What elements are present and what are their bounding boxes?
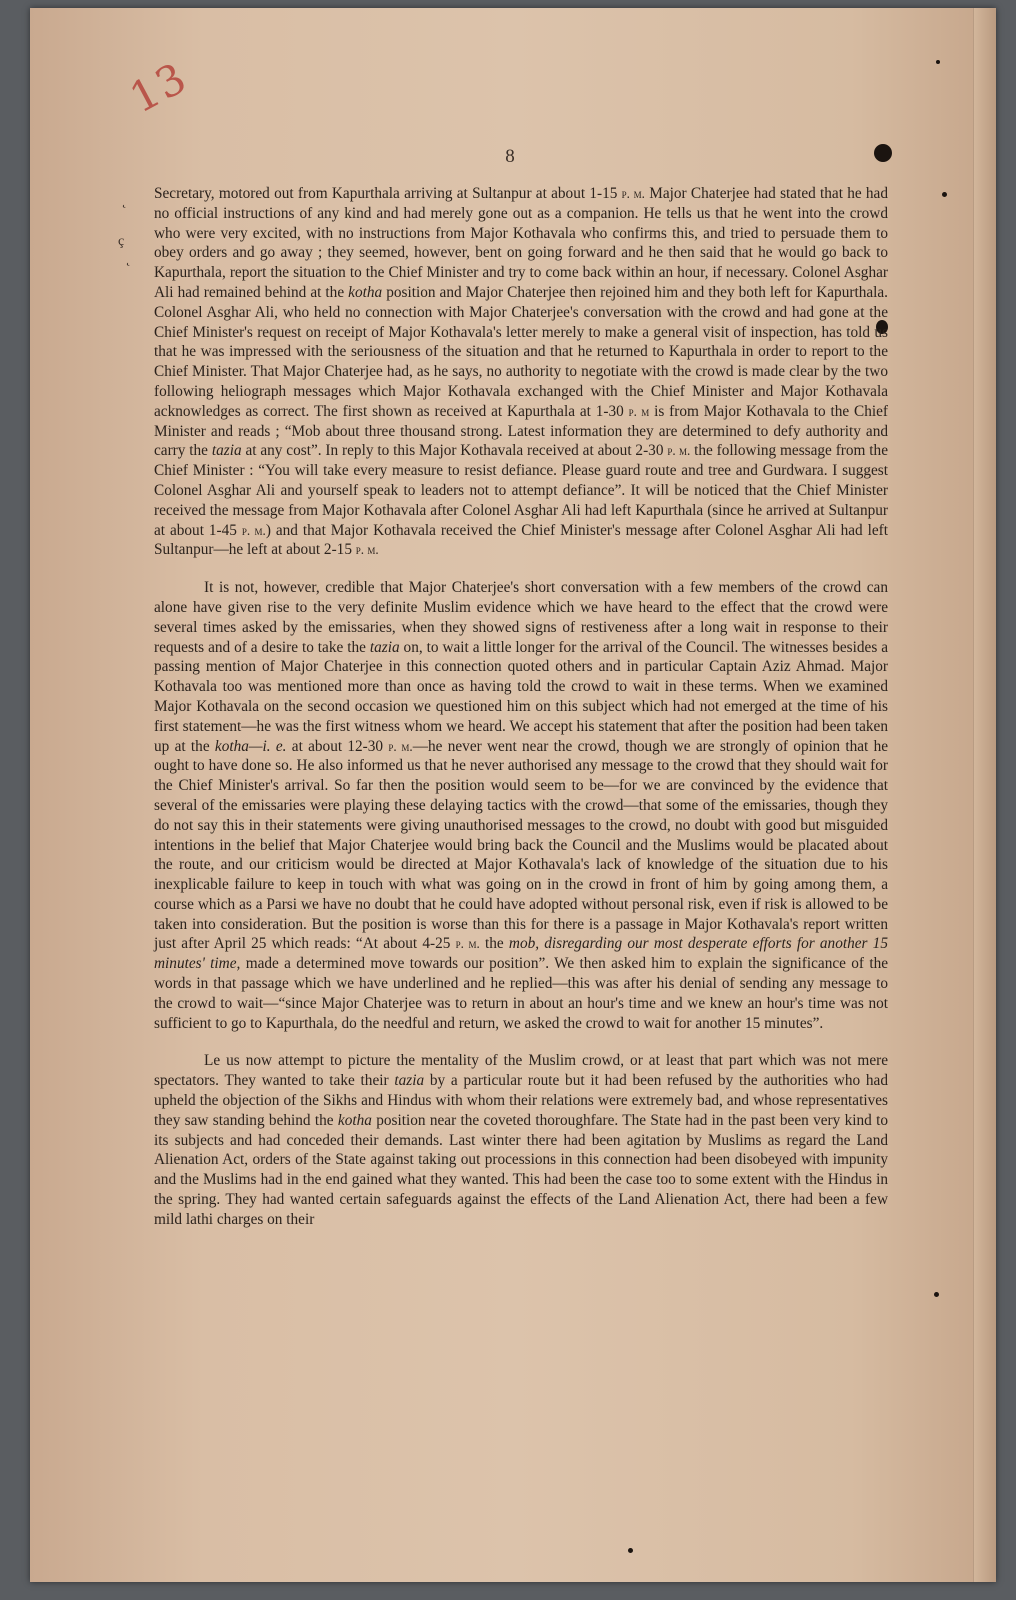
text-run: Le us now attempt to picture the mentality of the Muslim crowd, or at least that part which was not mere spectators. They wanted to take their	[154, 1052, 888, 1090]
punch-hole	[628, 1548, 633, 1553]
text-run: on, to wait a little longer for the arrival of the Council. The witnesses besides a passing mention of Major Chaterjee in this connection quoted others and in particular Captain Aziz Ahmad. Major Kothavala too was mentioned more than once as having told the crowd to wait in these terms. When we examined Major Kothavala on the second occasion we questioned him on this subject which had not emerged at the time of his first statement—he was the first witness whom we heard. We accept his statement that after the position had been taken up at the	[154, 638, 888, 755]
text-run: is from Major Kothavala to the Chief Minister and reads ; “Mob about three thousand strong. Latest information they are determined to defy authority and carry the	[154, 402, 888, 460]
italic-run: kotha	[337, 1111, 372, 1129]
punch-hole	[874, 144, 892, 162]
text-run: made a determined move towards our position”. We then asked him to explain the significance of the words in that passage which we have underlined and he replied—this was after his denial of sending any message to the crowd to wait—“since Major Chaterjee was to return in about an hour's time and we knew an hour's time was not sufficient to go to Kapurthala, do the needful and return, we asked the crowd to wait for another 15 minutes”.	[154, 955, 889, 1032]
text-run: Secretary, motored out from Kapurthala arriving at Sultanpur at about 1-15	[154, 185, 622, 202]
text-run: ) and that Major Kothavala received the Chief Minister's message after Colonel Asghar Ali had left Sultanpur—he left at about 2-15	[154, 521, 888, 559]
text-run: the following message from the Chief Minister : “You will take every measure to resist defiance. Please guard route and tree and Gurdwara. I suggest Colonel Asghar Ali and yourself speak to leaders not to attempt defiance”. It will be noticed that the Chief Minister received the message from Major Kothavala after Colonel Asghar Ali had left Kapurthala (since he arrived at Sultanpur at about 1-45	[154, 442, 888, 539]
italic-run: kotha	[348, 283, 383, 301]
text-run: —he never went near the crowd, though we are strongly of opinion that he ought to have done so. He also informed us that he never authorised any message to the crowd that they should wait for the Chief Minister's arrival. So far then the position would seem to be—for we are convinced by the evidence that several of the emissaries were playing these delaying tactics with the crowd—that some of the emissaries, though they do not say this in their statements were giving unauthorised messages to the crowd, no doubt with good but misguided intentions in the belief that Major Chaterjee would bring back the Council and the Muslims would be placated about the route, and our criticism would be directed at Major Kothavala's lack of knowledge of the situation due to his inexplicable failure to keep in touch with what was going on in the crowd in front of him by going among them, a course which as a Parsi we have no doubt that he could have adopted without personal risk, even if risk is allowed to be taken into consideration. But the position is worse than this for there is a passage in Major Kothavala's report written just after April 25 which reads: “At about 4-25	[154, 737, 889, 953]
small-caps-run: p. m.	[388, 738, 413, 754]
italic-run: tazia	[369, 638, 400, 656]
text-run: position and Major Chaterjee then rejoined him and they both left for Kapurthala. Colonel Asghar Ali, who held no connection with Major Chaterjee's conversation with the crowd and had gone at the Chief Minister's request on receipt of Major Kothavala's letter merely to make a general visit of inspection, has told us that he was impressed with the seriousness of the situation and that he returned to Kapurthala in order to report to the Chief Minister. That Major Chaterjee had, as he says, no authority to negotiate with the crowd is made clear by the two following heliograph messages which Major Kothavala exchanged with the Chief Minister and Major Kothavala acknowledges as correct. The first shown as received at Kapurthala at 1-30	[154, 283, 888, 420]
page-fold-edge	[973, 8, 996, 1582]
small-caps-run: p. m.	[455, 936, 480, 952]
small-caps-run: p. m	[628, 403, 650, 419]
text-run: Major Chaterjee had stated that he had no official instructions of any kind and had merely gone out as a companion. He tells us that he went into the crowd who were very excited, with no instructions from Major Kothavala who confirms this, and tried to persuade them to obey orders and go away ; they seemed, however, bent on going forward and he then said that he would go back to Kapurthala, report the situation to the Chief Minister and try to come back within an hour, if necessary. Colonel Asghar Ali had remained behind at the	[154, 185, 888, 301]
small-caps-run: p. m.	[241, 522, 266, 538]
page-number: 8	[505, 146, 515, 167]
italic-run: tazia	[211, 442, 242, 460]
text-run: the	[479, 935, 509, 953]
punch-hole	[934, 1292, 939, 1297]
small-caps-run: p. m.	[621, 186, 645, 201]
margin-mark: ç	[118, 234, 125, 249]
punch-hole	[936, 60, 940, 64]
margin-mark: ˛	[122, 194, 127, 209]
italic-run: tazia	[394, 1072, 425, 1090]
text-run: position near the coveted thoroughfare. The State had in the past been very kind to its subjects and had conceded their demands. Last winter there had been agitation by Muslims as regard the Land Alienation Act, orders of the State against taking out processions in this connection had been disobeyed with impunity and the Muslims had in the end gained what they wanted. This had been the case too to some extent with the Hindus in the spring. They had wanted certain safeguards against the effects of the Land Alienation Act, there had been a few mild lathi charges on their	[154, 1111, 888, 1228]
paragraph-2	[154, 578, 888, 1033]
small-caps-run: p. m.	[667, 443, 691, 459]
document-page	[30, 8, 996, 1582]
margin-mark: ˛	[126, 252, 131, 267]
paragraph-1	[154, 184, 888, 560]
italic-run: mob, disregarding our most desperate efforts for another 15 minutes' time,	[154, 935, 888, 973]
small-caps-run: p. m.	[355, 542, 379, 558]
paragraph-3	[154, 1051, 888, 1229]
body-text	[154, 184, 888, 1248]
text-run: at any cost”. In reply to this Major Kothavala received at about 2-30	[241, 442, 668, 460]
italic-run: kotha—i. e.	[214, 737, 287, 755]
text-run: It is not, however, credible that Major Chaterjee's short conversation with a few members of the crowd can alone have given rise to the very definite Muslim evidence which we have heard to the effect that the crowd were several times asked by the emissaries, when they showed signs of restiveness after a long wait in response to their requests and of a desire to take the	[154, 579, 888, 656]
text-run: at about 12-30	[286, 737, 389, 755]
text-run: by a particular route but it had been refused by the authorities who had upheld the objection of the Sikhs and Hindus with whom their relations were extremely bad, and whose representatives they saw standing behind the	[154, 1072, 888, 1129]
handwritten-page-number: 13	[121, 52, 196, 123]
punch-hole	[942, 192, 947, 197]
